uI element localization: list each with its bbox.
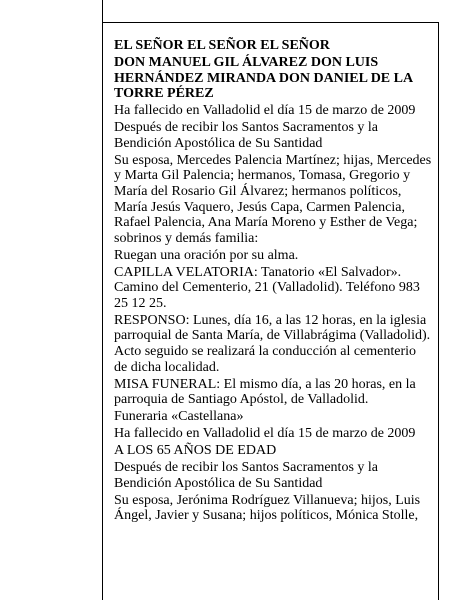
frame-right-border [438, 22, 439, 600]
frame-top-border [102, 22, 438, 23]
paragraph-prayer: Ruegan una oración por su alma. [114, 247, 299, 263]
paragraph-age: A LOS 65 AÑOS DE EDAD [114, 443, 277, 459]
paragraph-chapel: CAPILLA VELATORIA: Tanatorio «El Salvador». Camino del Cementerio, 21 (Valladolid). Teléfono 983 25 12 25. [114, 264, 420, 311]
obituary-text-block [114, 38, 432, 525]
paragraph-funeral-home: Funeraria «Castellana» [114, 409, 244, 425]
heading-line-1: EL SEÑOR EL SEÑOR EL SEÑOR [114, 38, 330, 53]
paragraph-death-date-2: Ha fallecido en Valladolid el día 15 de marzo de 2009 [114, 426, 416, 442]
heading-names: DON MANUEL GIL ÁLVAREZ DON LUIS HERNÁNDEZ MIRANDA DON DANIEL DE LA TORRE PÉREZ [114, 54, 413, 102]
paragraph-sacraments-1: Después de recibir los Santos Sacramentos y la Bendición Apostólica de Su Santidad [114, 120, 378, 151]
paragraph-funeral-mass: MISA FUNERAL: El mismo día, a las 20 horas, en la parroquia de Santiago Apóstol, de Valladolid. [114, 376, 416, 408]
paragraph-family-2: Su esposa, Jerónima Rodríguez Villanueva; hijos, Luis Ángel, Javier y Susana; hijos políticos, Mónica Stolle, [114, 492, 421, 524]
paragraph-responso: RESPONSO: Lunes, día 16, a las 12 horas, en la iglesia parroquial de Santa María, de Villabrágima (Valladolid). Acto seguido se realizará la conducción al cementerio de dicha localidad. [114, 312, 431, 375]
frame-left-border [102, 0, 103, 600]
paragraph-family-1: Su esposa, Mercedes Palencia Martínez; hijas, Mercedes y Marta Gil Palencia; hermanos, Tomasa, Gregorio y María del Rosario Gil Álvarez; hermanos políticos, María Jesús Vaquero, Jesús Capa, Carmen Palencia, Rafael Palencia, Ana María Moreno y Esther de Vega; sobrinos y demás familia: [114, 152, 432, 246]
paragraph-death-date-1: Ha fallecido en Valladolid el día 15 de marzo de 2009 [114, 103, 416, 119]
paragraph-sacraments-2: Después de recibir los Santos Sacramentos y la Bendición Apostólica de Su Santidad [114, 460, 378, 491]
